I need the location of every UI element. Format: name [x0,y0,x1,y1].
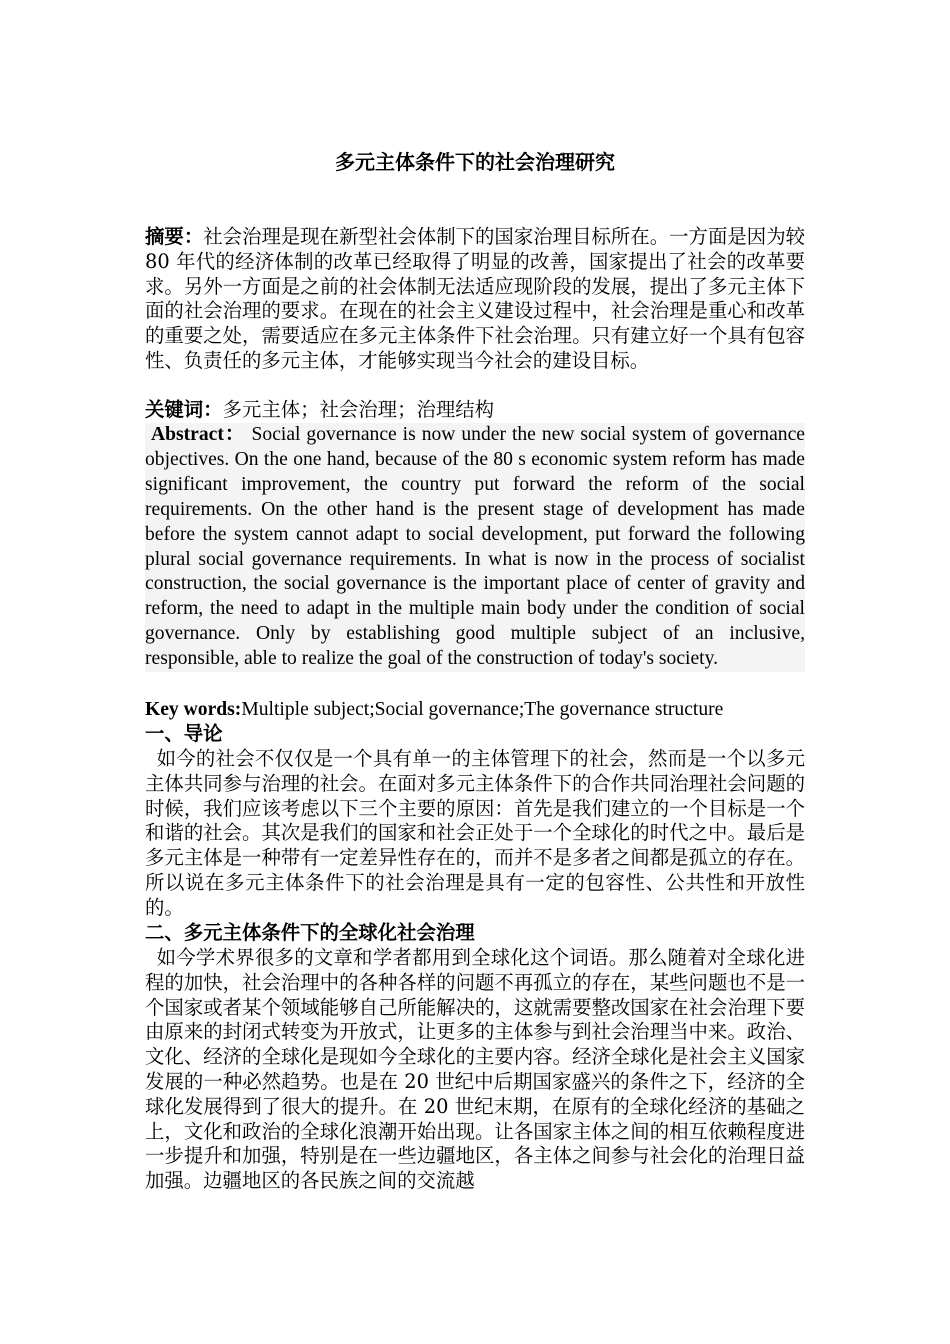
abstract-en [145,423,805,672]
keywords-cn [145,398,805,423]
keywords-en-label: Key words: [145,699,242,720]
page-title: 多元主体条件下的社会治理研究 [335,150,615,174]
section1-paragraph: 如今的社会不仅仅是一个具有单一的主体管理下的社会，然而是一个以多元主体共同参与治理的社会。在面对多元主体条件下的合作共同治理社会问题的时候，我们应该考虑以下三个主要的原因：首先是我们建立的一个目标是一个和谐的社会。其次是我们的国家和社会正处于一个全球化的时代之中。最后是多元主体是一种带有一定差异性存在的，而并不是多者之间都是孤立的存在。所以说在多元主体条件下的社会治理是具有一定的包容性、公共性和开放性的。 [145,747,805,919]
section2-heading: 二、多元主体条件下的全球化社会治理 [145,921,475,944]
abstract-cn-label: 摘要： [145,225,204,248]
abstract-en-label: Abstract： [150,424,246,445]
keywords-en [145,698,805,723]
keywords-cn-text: 多元主体；社会治理；治理结构 [222,398,495,421]
abstract-cn [145,225,805,374]
abstract-en-text: Social governance is now under the new social system of governance objectives. On the one hand, because of the 80 s economic system reform has made significant improvement, the country put forward the reform of the social requirements. On the other hand is the present stage of development has made before the system cannot adapt to social development, put forward the following plural social governance requirements. In what is now in the process of socialist construction, the social governance is the important place of center of gravity and reform, the need to adapt in the multiple main body under the condition of social governance. Only by establishing good multiple subject of an inclusive, responsible, able to realize the goal of the construction of today's society. [145,424,805,670]
keywords-cn-label: 关键词： [145,398,223,421]
abstract-cn-text: 社会治理是现在新型社会体制下的国家治理目标所在。一方面是因为较 80 年代的经济体制的改革已经取得了明显的改善，国家提出了社会的改革要求。另外一方面是之前的社会体制无法适应现阶段的发展，提出了多元主体下面的社会治理的要求。在现在的社会主义建设过程中，社会治理是重心和改革的重要之处，需要适应在多元主体条件下社会治理。只有建立好一个具有包容性、负责任的多元主体，才能够实现当今社会的建设目标。 [145,225,806,372]
keywords-en-text: Multiple subject;Social governance;The governance structure [241,699,724,720]
section2-paragraph: 如今学术界很多的文章和学者都用到全球化这个词语。那么随着对全球化进程的加快，社会治理中的各种各样的问题不再孤立的存在，某些问题也不是一个国家或者某个领域能够自己所能解决的，这就需要整改国家在社会治理下要由原来的封闭式转变为开放式，让更多的主体参与到社会治理当中来。政治、文化、经济的全球化是现如今全球化的主要内容。经济全球化是社会主义国家发展的一种必然趋势。也是在 20 世纪中后期国家盛兴的条件之下，经济的全球化发展得到了很大的提升。在 20 世纪末期，在原有的全球化经济的基础之上，文化和政治的全球化浪潮开始出现。让各国家主体之间的相互依赖程度进一步提升和加强，特别是在一些边疆地区，各主体之间参与社会化的治理日益加强。边疆地区的各民族之间的交流越 [145,946,805,1193]
section1-heading: 一、导论 [145,722,223,745]
